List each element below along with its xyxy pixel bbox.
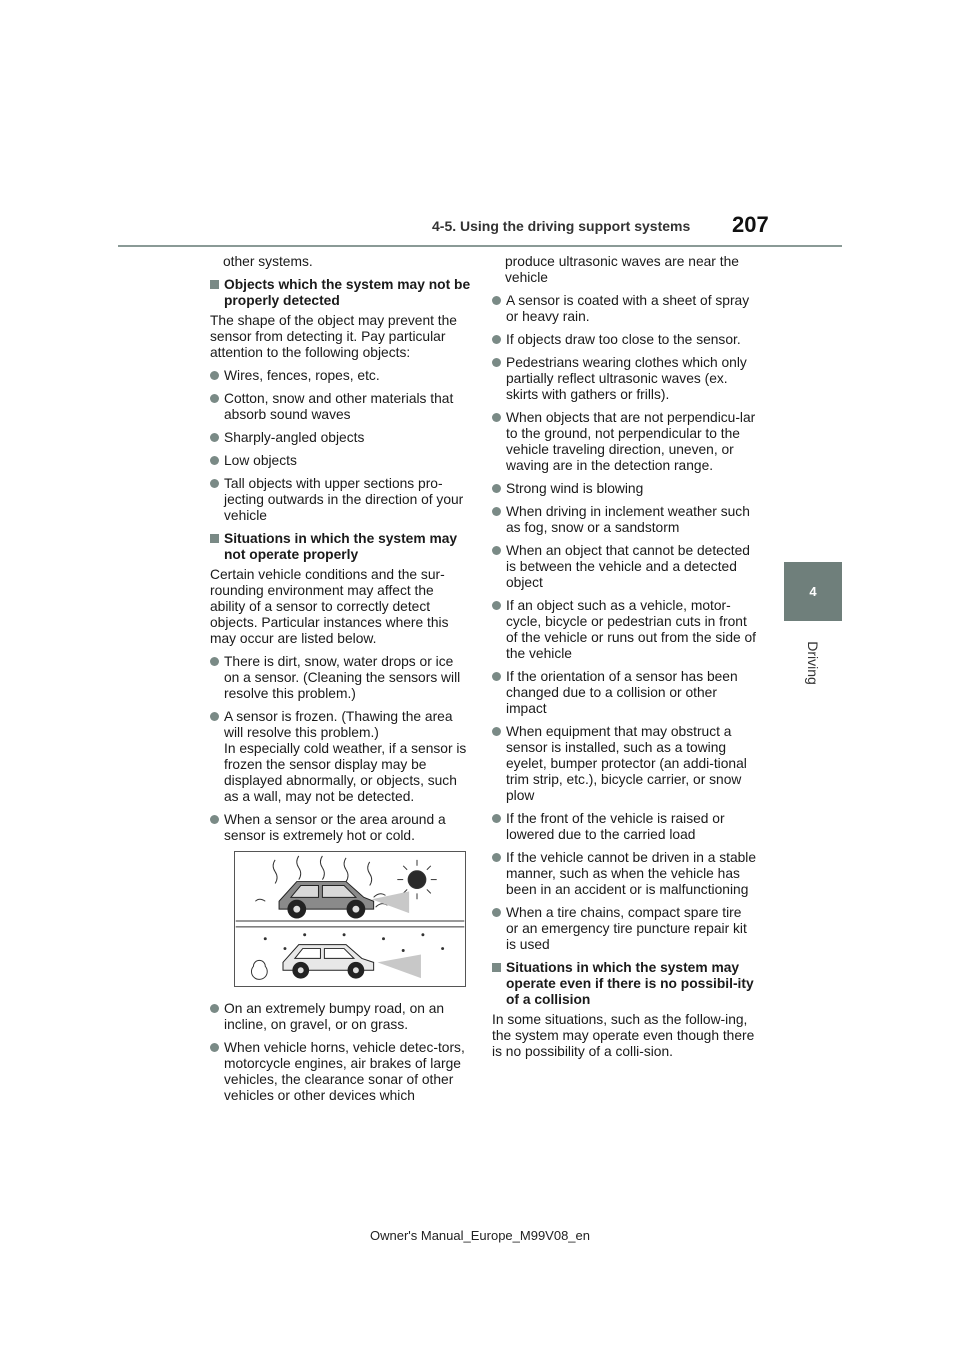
list-item-text: When objects that are not perpendicu-lar to the ground, not perpendicular to the vehicle traveling direction, uneven, or waving are in the detection range. bbox=[506, 410, 756, 473]
list-item-text: Strong wind is blowing bbox=[506, 481, 644, 496]
list-item-text: When an object that cannot be detected is between the vehicle and a detected object bbox=[506, 543, 750, 590]
bullet-icon bbox=[210, 371, 219, 380]
bullet-icon bbox=[492, 484, 501, 493]
list-item bbox=[492, 598, 757, 662]
list-item-text: A sensor is frozen. (Thawing the area will resolve this problem.) bbox=[224, 709, 453, 740]
list-item-text: When a tire chains, compact spare tire or an emergency tire puncture repair kit is used bbox=[506, 905, 747, 952]
section-heading bbox=[210, 531, 472, 563]
square-bullet-icon bbox=[210, 534, 219, 543]
list-item bbox=[210, 453, 472, 469]
list-item-text: If the front of the vehicle is raised or lowered due to the carried load bbox=[506, 811, 725, 842]
bullet-icon bbox=[492, 672, 501, 681]
header-divider bbox=[118, 245, 842, 247]
list-item bbox=[210, 1001, 472, 1033]
list-item-text: When equipment that may obstruct a sensor is installed, such as a towing eyelet, bumper protector (an addi-tional trim strip, etc.), bicycle carrier, or snow plow bbox=[506, 724, 747, 803]
bullet-icon bbox=[492, 727, 501, 736]
heading-text: Situations in which the system may operate even if there is no possibil-ity of a collision bbox=[506, 960, 754, 1007]
list-item-text: If objects draw too close to the sensor. bbox=[506, 332, 741, 347]
bullet-icon bbox=[210, 712, 219, 721]
section-title: 4-5. Using the driving support systems bbox=[432, 218, 691, 234]
car-bottom bbox=[283, 945, 374, 979]
bullet-icon bbox=[492, 358, 501, 367]
list-item-text: When vehicle horns, vehicle detec-tors, motorcycle engines, air brakes of large vehicles, the clearance sonar of other vehicles or other devices which bbox=[224, 1040, 465, 1103]
section-heading bbox=[210, 277, 472, 309]
bullet-icon bbox=[210, 815, 219, 824]
list-item bbox=[492, 724, 757, 804]
bullet-icon bbox=[492, 296, 501, 305]
square-bullet-icon bbox=[492, 963, 501, 972]
chapter-label-text: Driving bbox=[805, 641, 821, 685]
list-item-text: When a sensor or the area around a sensor is extremely hot or cold. bbox=[224, 812, 446, 843]
list-item bbox=[492, 504, 757, 536]
bullet-icon bbox=[492, 507, 501, 516]
list-item-text: Pedestrians wearing clothes which only partially reflect ultrasonic waves (ex. skirts with gathers or frills). bbox=[506, 355, 747, 402]
list-item-text: Low objects bbox=[224, 453, 297, 468]
chapter-tab[interactable] bbox=[784, 562, 842, 621]
car-top bbox=[279, 882, 374, 918]
paragraph: In some situations, such as the follow-ing, the system may operate even though there is no possibility of a colli-sion. bbox=[492, 1012, 755, 1059]
list-item bbox=[492, 410, 757, 474]
continued-text: produce ultrasonic waves are near the vehicle bbox=[505, 254, 739, 285]
list-item bbox=[492, 811, 757, 843]
bullet-icon bbox=[492, 853, 501, 862]
list-item bbox=[210, 430, 472, 446]
sensor-wave-bottom bbox=[378, 954, 421, 978]
list-item-text: If the vehicle cannot be driven in a stable manner, such as when the vehicle has been in an accident or is malfunctioning bbox=[506, 850, 757, 897]
bullet-icon bbox=[210, 456, 219, 465]
list-item bbox=[492, 850, 757, 898]
bullet-icon bbox=[210, 1004, 219, 1013]
list-item bbox=[492, 355, 757, 403]
bullet-icon bbox=[492, 814, 501, 823]
list-item-text: A sensor is coated with a sheet of spray or heavy rain. bbox=[506, 293, 750, 324]
list-item-text: On an extremely bumpy road, on an incline, on gravel, or on grass. bbox=[224, 1001, 445, 1032]
cold-weather-scene bbox=[264, 933, 444, 952]
chapter-label bbox=[784, 628, 842, 698]
snowman-icon bbox=[251, 960, 267, 979]
bullet-icon bbox=[492, 413, 501, 422]
list-item-text: If an object such as a vehicle, motor-cycle, bicycle or pedestrian cuts in front of the vehicle or runs out from the side of the vehicle bbox=[506, 598, 757, 661]
list-item bbox=[210, 476, 472, 524]
left-column bbox=[210, 254, 472, 1111]
list-item bbox=[492, 332, 757, 348]
bullet-icon bbox=[210, 433, 219, 442]
right-column bbox=[492, 254, 757, 1067]
bullet-icon bbox=[492, 908, 501, 917]
page-number: 207 bbox=[732, 212, 769, 237]
bullet-icon bbox=[492, 335, 501, 344]
heading-text: Objects which the system may not be properly detected bbox=[224, 277, 471, 308]
bullet-icon bbox=[210, 1043, 219, 1052]
list-item-text: There is dirt, snow, water drops or ice on a sensor. (Cleaning the sensors will resolve this problem.) bbox=[224, 654, 461, 701]
list-item-text: Cotton, snow and other materials that absorb sound waves bbox=[224, 391, 454, 422]
continued-text: other systems. bbox=[223, 254, 313, 269]
list-item bbox=[492, 293, 757, 325]
bullet-icon bbox=[210, 657, 219, 666]
list-item-text: In especially cold weather, if a sensor is frozen the sensor display may be displayed abnormally, or objects, such as a wall, may not be detected. bbox=[224, 741, 467, 804]
bullet-icon bbox=[492, 546, 501, 555]
heading-text: Situations in which the system may not operate properly bbox=[224, 531, 458, 562]
paragraph: Certain vehicle conditions and the sur-rounding environment may affect the ability of a sensor to correctly detect objects. Particular instances where this may occur are listed below. bbox=[210, 567, 449, 646]
list-item-text: Tall objects with upper sections pro-jecting outwards in the direction of your vehicle bbox=[224, 476, 464, 523]
list-item bbox=[210, 709, 472, 805]
bullet-icon bbox=[210, 479, 219, 488]
list-item bbox=[210, 812, 472, 844]
list-item-text: Sharply-angled objects bbox=[224, 430, 365, 445]
list-item bbox=[492, 481, 757, 497]
chapter-number: 4 bbox=[809, 584, 817, 599]
list-item bbox=[492, 905, 757, 953]
bullet-icon bbox=[210, 394, 219, 403]
list-item-text: Wires, fences, ropes, etc. bbox=[224, 368, 380, 383]
square-bullet-icon bbox=[210, 280, 219, 289]
list-item bbox=[210, 368, 472, 384]
list-item-text: When driving in inclement weather such as fog, snow or a sandstorm bbox=[506, 504, 750, 535]
list-item bbox=[210, 1040, 472, 1104]
list-item bbox=[210, 391, 472, 423]
list-item bbox=[492, 543, 757, 591]
section-heading bbox=[492, 960, 757, 1008]
footer-text: Owner's Manual_Europe_M99V08_en bbox=[369, 1228, 590, 1243]
paragraph: The shape of the object may prevent the sensor from detecting it. Pay particular attention to the following objects: bbox=[210, 313, 457, 360]
hot-cold-sensor-illustration bbox=[234, 851, 466, 987]
list-item-text: If the orientation of a sensor has been changed due to a collision or other impact bbox=[506, 669, 738, 716]
list-item bbox=[492, 669, 757, 717]
bullet-icon bbox=[492, 601, 501, 610]
list-item bbox=[210, 654, 472, 702]
